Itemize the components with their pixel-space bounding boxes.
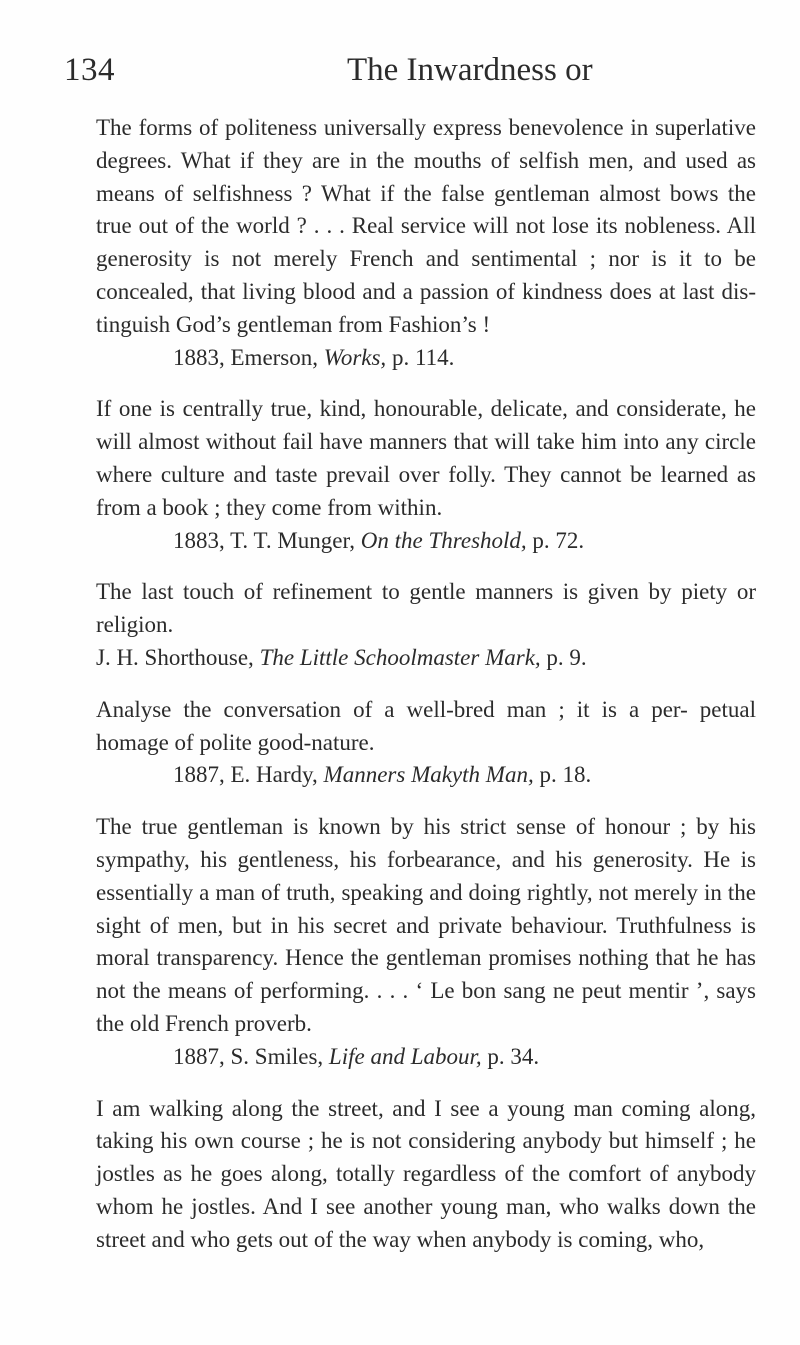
citation bbox=[96, 642, 756, 675]
citation-author: 1883, Emerson, bbox=[173, 344, 319, 370]
quotation-text: The last touch of refinement to gentle manners is given by piety or religion. bbox=[96, 579, 756, 638]
citation-page: p. 18. bbox=[539, 762, 592, 788]
citation-work: On the Threshold, bbox=[360, 527, 527, 553]
citation bbox=[96, 525, 756, 558]
page-header bbox=[64, 52, 754, 102]
citation bbox=[96, 342, 756, 375]
quotation-text: If one is centrally true, kind, honourable, delicate, and considerate, he will almost without fail have manners that will take him into any circle where culture and taste prevail over folly. They cannot be learned as from a book ; they come from within. bbox=[96, 396, 756, 520]
citation-page: p. 34. bbox=[487, 1043, 540, 1069]
citation-page: p. 9. bbox=[546, 644, 587, 670]
quotation-entry bbox=[96, 1093, 756, 1257]
citation bbox=[96, 759, 756, 792]
quotation-entry bbox=[96, 694, 756, 792]
citation bbox=[96, 1041, 756, 1074]
quotation-text: The forms of politeness universally express benevolence in superlative degrees. What if they are in the mouths of selfish men, and used as means of selfishness ? What if the false gentleman almost bows the true out of the world ? . . . Real service will not lose its nobleness. All generosity is not merely French and sentimental ; nor is it to be concealed, that living blood and a passion of kindness does at last dis- tinguish God’s gentleman from Fashion’s ! bbox=[96, 115, 756, 337]
citation-author: J. H. Shorthouse, bbox=[96, 644, 254, 670]
quotation-entry bbox=[96, 576, 756, 674]
citation-author: 1887, S. Smiles, bbox=[173, 1043, 324, 1069]
citation-work: Life and Labour, bbox=[328, 1043, 482, 1069]
quotation-entry bbox=[96, 811, 756, 1073]
citation-author: 1883, T. T. Munger, bbox=[173, 527, 356, 553]
page-body bbox=[96, 112, 756, 1257]
quotation-text: I am walking along the street, and I see a young man coming along, taking his own course ; he is not considering anybody but himself ; he jostles as he goes along, totally regardless of the comfort of anybody whom he jostles. And I see another young man, who walks down the street and who gets out of the way when anybody is coming, who, bbox=[96, 1095, 756, 1252]
citation-author: 1887, E. Hardy, bbox=[173, 762, 318, 788]
citation-page: p. 72. bbox=[532, 527, 585, 553]
quotation-entry bbox=[96, 112, 756, 374]
citation-work: The Little Schoolmaster Mark, bbox=[259, 644, 541, 670]
citation-page: p. 114. bbox=[391, 344, 455, 370]
quotation-entry bbox=[96, 393, 756, 557]
page-number: 134 bbox=[64, 52, 115, 88]
quotation-text: The true gentleman is known by his strict sense of honour ; by his sympathy, his gentleness, his forbearance, and his generosity. He is essentially a man of truth, speaking and doing rightly, not merely in the sight of men, but in his secret and private behaviour. Truthfulness is moral transparency. Hence the gentleman promises nothing that he has not the means of performing. . . . ‘ Le bon sang ne peut mentir ’, says the old French proverb. bbox=[96, 814, 756, 1036]
running-title: The Inwardness or bbox=[347, 52, 593, 88]
citation-work: Manners Makyth Man, bbox=[323, 762, 534, 788]
quotation-text: Analyse the conversation of a well-bred man ; it is a per- petual homage of polite good-nature. bbox=[96, 696, 756, 755]
citation-work: Works, bbox=[323, 344, 387, 370]
